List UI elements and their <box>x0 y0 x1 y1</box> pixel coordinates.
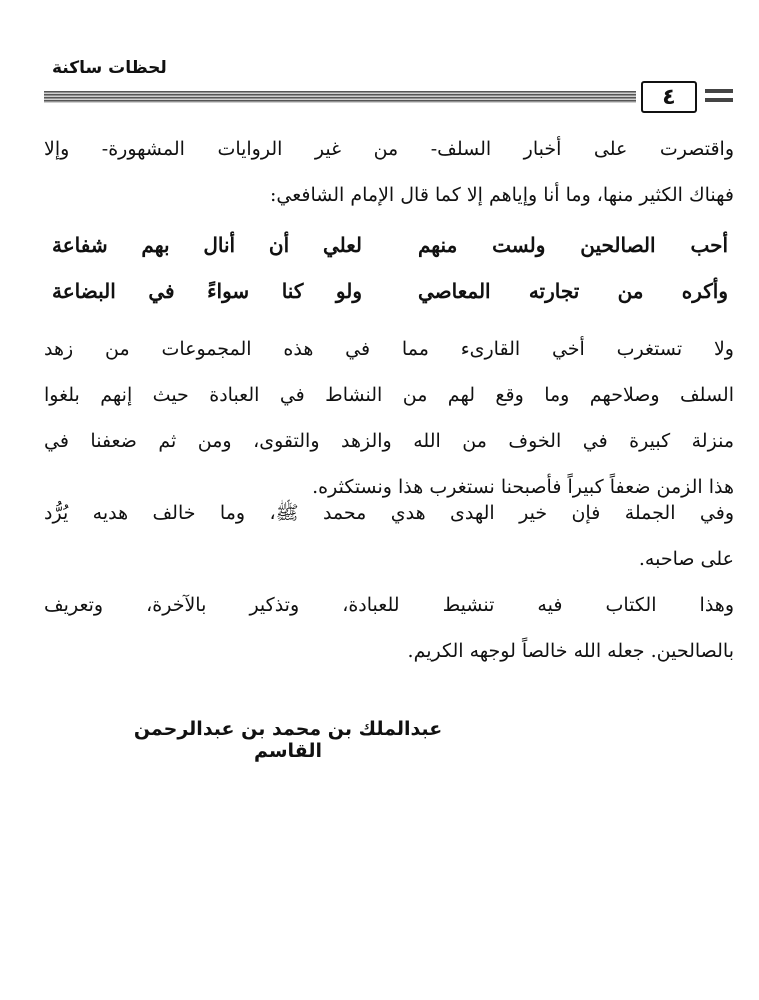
running-title: لحظات ساكنة <box>52 58 167 78</box>
paragraph <box>44 582 734 674</box>
poem-hemistich-second: ولو كنا سواءً في البضاعة <box>52 279 362 303</box>
text-line: على صاحبه. <box>638 548 734 570</box>
author-signature: عبدالملك بن محمد بن عبدالرحمن القاسم <box>133 718 443 762</box>
text-line: فهناك الكثير منها، وما أنا وإياهم إلا كما قال الإمام الشافعي: <box>270 184 734 206</box>
text-line: وفي الجملة فإن خير الهدى هدي محمد ﷺ، وما خالف هديه يُرُّد <box>44 502 734 524</box>
poem-hemistich-first: وأكره من تجارته المعاصي <box>418 279 728 303</box>
header-rule <box>44 91 636 103</box>
text-line: السلف وصلاحهم وما وقع لهم من النشاط في العبادة حيث إنهم بلغوا <box>44 384 734 406</box>
text-line: واقتصرت على أخبار السلف- من غير الروايات المشهورة- وإلا <box>44 138 734 160</box>
poem-hemistich-second: لعلي أن أنال بهم شفاعة <box>52 233 362 257</box>
text-line: منزلة كبيرة في الخوف من الله والزهد والتقوى، ومن ثم ضعفنا في <box>44 430 734 452</box>
header-rule-short <box>705 89 733 93</box>
poem-verse <box>52 222 728 268</box>
poem-hemistich-first: أحب الصالحين ولست منهم <box>418 233 728 257</box>
text-line: بالصالحين. جعله الله خالصاً لوجهه الكريم. <box>407 640 734 662</box>
text-line: وهذا الكتاب فيه تنشيط للعبادة، وتذكير بالآخرة، وتعريف <box>44 594 734 616</box>
paragraph <box>44 326 734 510</box>
page-number: ٤ <box>641 81 697 113</box>
intro-paragraph <box>44 126 734 218</box>
poem-verse <box>52 268 728 314</box>
poem <box>52 222 728 314</box>
text-line: هذا الزمن ضعفاً كبيراً فأصبحنا نستغرب هذا ونستكثره. <box>312 476 734 498</box>
paragraph <box>44 490 734 582</box>
header-rule-short <box>705 98 733 102</box>
text-line: ولا تستغرب أخي القارىء مما في هذه المجموعات من زهد <box>44 338 734 360</box>
